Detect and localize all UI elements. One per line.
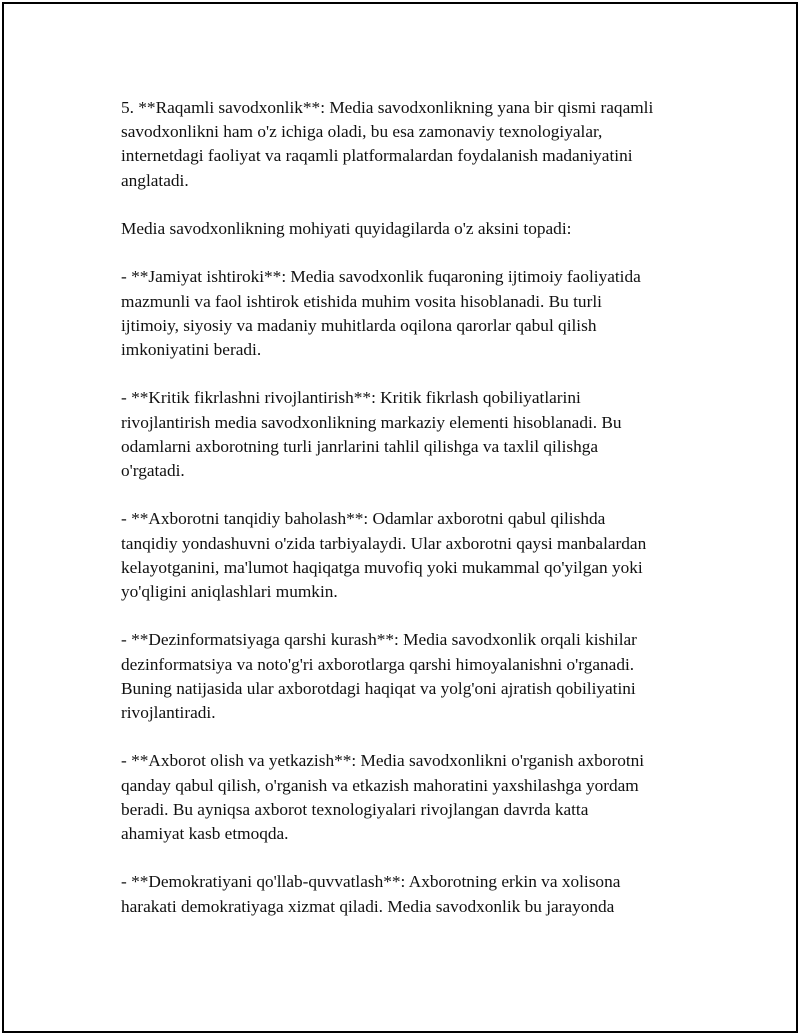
text-line: ijtimoiy, siyosiy va madaniy muhitlarda oqilona qarorlar qabul qilish (121, 315, 597, 335)
text-line: - **Axborot olish va yetkazish**: Media savodxonlikni o'rganish axborotni (121, 751, 645, 771)
text-line: odamlarni axborotning turli janrlarini tahlil qilishga va taxlil qilishga (121, 436, 599, 456)
text-line: Media savodxonlikning mohiyati quyidagilarda o'z aksini topadi: (121, 219, 572, 238)
paragraph-democracy-support (121, 870, 721, 918)
text-line: ahamiyat kasb etmoqda. (121, 824, 289, 843)
text-line: - **Kritik fikrlashni rivojlantirish**: Kritik fikrlash qobiliyatlarini (121, 388, 581, 408)
text-line: o'rgatadi. (121, 461, 185, 480)
paragraph-disinformation (121, 628, 721, 725)
page-border (2, 2, 798, 1033)
text-line: tanqidiy yondashuvni o'zida tarbiyalaydi. Ular axborotni qaysi manbalardan (121, 533, 647, 553)
text-line: mazmunli va faol ishtirok etishida muhim vosita hisoblanadi. Bu turli (121, 291, 602, 311)
paragraph-essence-intro (121, 217, 721, 241)
text-line: - **Dezinformatsiyaga qarshi kurash**: Media savodxonlik orqali kishilar (121, 630, 637, 650)
text-line: internetdagi faoliyat va raqamli platformalardan foydalanish madaniyatini (121, 146, 633, 166)
text-line: rivojlantiradi. (121, 703, 216, 722)
text-line: savodxonlikni ham o'z ichiga oladi, bu esa zamonaviy texnologiyalar, (121, 122, 603, 142)
text-line: - **Axborotni tanqidiy baholash**: Odamlar axborotni qabul qilishda (121, 509, 606, 529)
text-line: anglatadi. (121, 170, 189, 190)
document-body (121, 96, 721, 943)
text-line: - **Demokratiyani qo'llab-quvvatlash**: Axborotning erkin va xolisona (121, 872, 621, 892)
paragraph-information-delivery (121, 749, 721, 846)
text-line: dezinformatsiya va noto'g'ri axborotlarga qarshi himoyalanishni o'rganadi. (121, 654, 635, 674)
text-line: imkoniyatini beradi. (121, 340, 262, 359)
paragraph-critical-evaluation (121, 507, 721, 604)
text-line: Buning natijasida ular axborotdagi haqiqat va yolg'oni ajratish qobiliyatini (121, 678, 636, 698)
text-line: yo'qligini aniqlashlari mumkin. (121, 582, 338, 601)
text-line: 5. **Raqamli savodxonlik**: Media savodxonlikning yana bir qismi raqamli (121, 98, 654, 117)
paragraph-critical-thinking (121, 386, 721, 483)
text-line: qanday qabul qilish, o'rganish va etkazish mahoratini yaxshilashga yordam (121, 775, 639, 795)
text-line: harakati demokratiyaga xizmat qiladi. Media savodxonlik bu jarayonda (121, 896, 615, 916)
text-line: - **Jamiyat ishtiroki**: Media savodxonlik fuqaroning ijtimoiy faoliyatida (121, 267, 641, 287)
paragraph-digital-literacy (121, 96, 721, 193)
text-line: rivojlantirish media savodxonlikning markaziy elementi hisoblanadi. Bu (121, 412, 622, 432)
text-line: kelayotganini, ma'lumot haqiqatga muvofiq yoki mukammal qo'yilgan yoki (121, 557, 643, 577)
paragraph-society-participation (121, 265, 721, 362)
text-line: beradi. Bu ayniqsa axborot texnologiyalari rivojlangan davrda katta (121, 799, 589, 819)
